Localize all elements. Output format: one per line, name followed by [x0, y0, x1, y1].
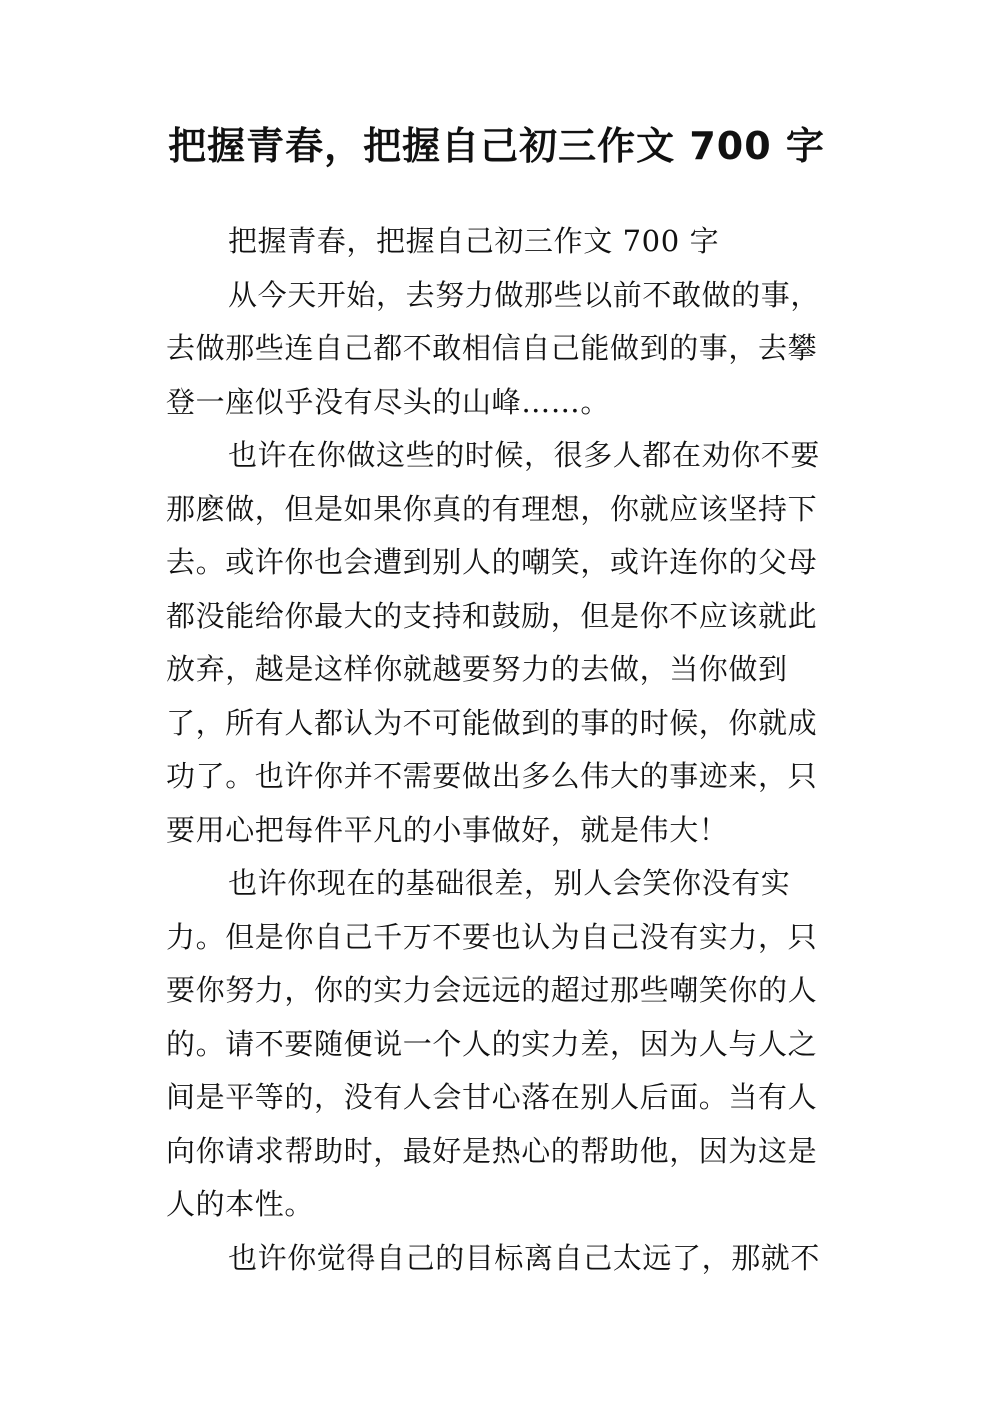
paragraph-2: 也许在你做这些的时候，很多人都在劝你不要那麽做，但是如果你真的有理想，你就应该坚持下去。或许你也会遭到别人的嘲笑，或许连你的父母都没能给你最大的支持和鼓励，但是你不应该就此放弃，越是这样你就越要努力的去做，当你做到了，所有人都认为不可能做到的事的时候，你就成功了。也许你并不需要做出多么伟大的事迹来，只要用心把每件平凡的小事做好，就是伟大！: [166, 438, 821, 847]
document-body: [166, 215, 846, 1285]
paragraph-4: 也许你觉得自己的目标离自己太远了，那就不: [228, 1240, 821, 1275]
paragraph-3: 也许你现在的基础很差，别人会笑你没有实力。但是你自己千万不要也认为自己没有实力，只要你努力，你的实力会远远的超过那些嘲笑你的人的。请不要随便说一个人的实力差，因为人与人之间是平等的，没有人会甘心落在别人后面。当有人向你请求帮助时，最好是热心的帮助他，因为这是人的本性。: [166, 866, 818, 1221]
document-title: 把握青春，把握自己初三作文 700 字: [168, 124, 825, 168]
paragraph-subtitle: 把握青春，把握自己初三作文 700 字: [228, 224, 720, 258]
paragraph-1: 从今天开始，去努力做那些以前不敢做的事，去做那些连自己都不敢相信自己能做到的事，去攀登一座似乎没有尽头的山峰……。: [166, 277, 821, 419]
